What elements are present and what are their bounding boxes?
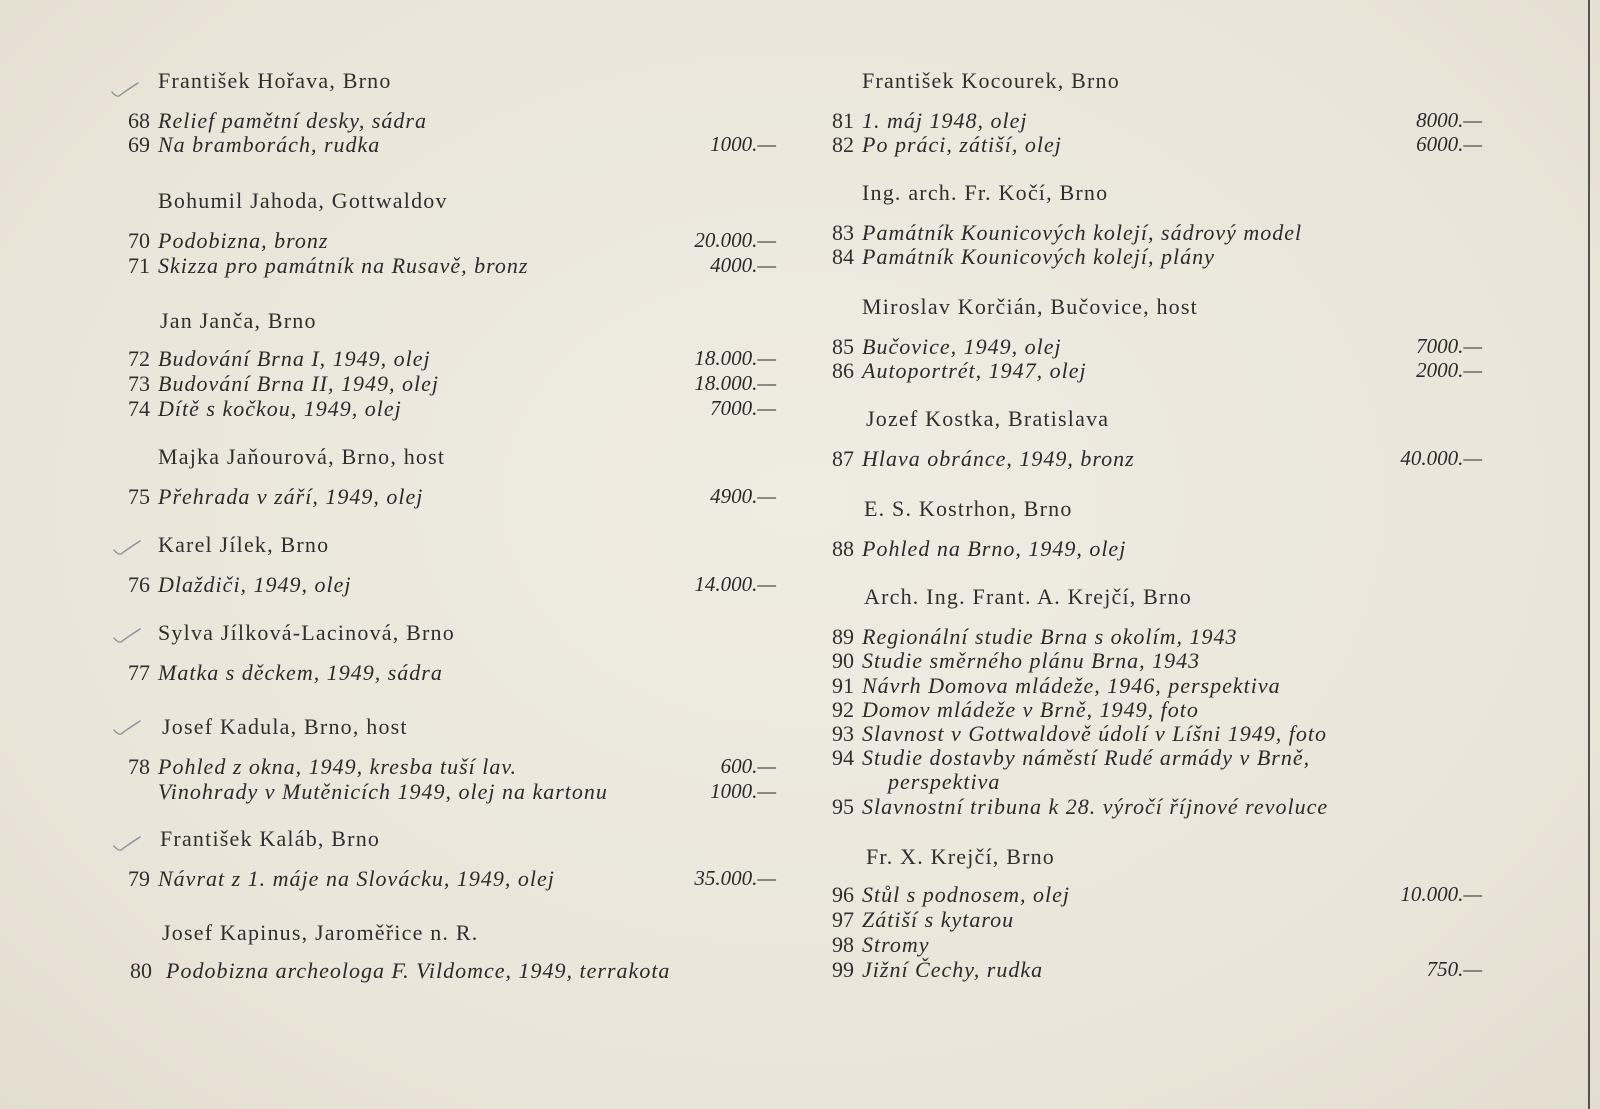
entry-number: 92: [832, 697, 854, 722]
artist-name: Majka Jaňourová, Brno, host: [158, 444, 446, 469]
entry-title: Památník Kounicových kolejí, plány: [862, 244, 1215, 269]
entry-title: Slavnostní tribuna k 28. výročí říjnové revoluce: [862, 794, 1329, 819]
artist-name: Ing. arch. Fr. Kočí, Brno: [862, 180, 1109, 205]
entry-title: Studie dostavby náměstí Rudé armády v Brně,: [862, 745, 1311, 770]
artist-name: František Kaláb, Brno: [160, 826, 381, 851]
entry-number: 99: [832, 957, 854, 982]
entry-number: 81: [832, 108, 854, 133]
entry-title: perspektiva: [888, 769, 1001, 794]
checkmark-icon: [112, 626, 142, 646]
entry-title: Relief pamětní desky, sádra: [158, 108, 427, 133]
artist-name: Fr. X. Krejčí, Brno: [866, 844, 1056, 869]
artist-name: Sylva Jílková-Lacinová, Brno: [158, 620, 455, 645]
artist-name: E. S. Kostrhon, Brno: [864, 496, 1073, 521]
entry-title: Návrh Domova mládeže, 1946, perspektiva: [862, 673, 1281, 698]
checkmark-icon: [112, 538, 142, 558]
entry-price: 7000.—: [710, 396, 776, 420]
entry-title: Autoportrét, 1947, olej: [862, 358, 1087, 383]
entry-price: 600.—: [720, 754, 776, 778]
entry-price: 14.000.—: [694, 572, 776, 596]
entry-title: 1. máj 1948, olej: [862, 108, 1028, 133]
entry-title: Budování Brna II, 1949, olej: [158, 371, 439, 396]
entry-price: 18.000.—: [694, 346, 776, 370]
entry-title: Slavnost v Gottwaldově údolí v Líšni 1949, foto: [862, 721, 1327, 746]
entry-number: 97: [832, 907, 854, 932]
entry-number: 72: [128, 346, 150, 371]
entry-title: Pohled z okna, 1949, kresba tuší lav.: [158, 754, 518, 779]
entry-number: 93: [832, 721, 854, 746]
entry-price: 1000.—: [710, 132, 776, 156]
entry-price: 40.000.—: [1400, 446, 1482, 470]
entry-number: 77: [128, 660, 150, 685]
entry-number: 95: [832, 794, 854, 819]
entry-price: 6000.—: [1416, 132, 1482, 156]
entry-title: Hlava obránce, 1949, bronz: [862, 446, 1135, 471]
entry-title: Skizza pro památník na Rusavě, bronz: [158, 253, 529, 278]
entry-number: 78: [128, 754, 150, 779]
entry-number: 84: [832, 244, 854, 269]
page-edge-divider: [1588, 0, 1590, 1109]
artist-name: Josef Kapinus, Jaroměřice n. R.: [162, 920, 479, 945]
entry-title: Regionální studie Brna s okolím, 1943: [862, 624, 1238, 649]
artist-name: Arch. Ing. Frant. A. Krejčí, Brno: [864, 584, 1192, 609]
entry-title: Po práci, zátiší, olej: [862, 132, 1062, 157]
entry-number: 87: [832, 446, 854, 471]
entry-title: Bučovice, 1949, olej: [862, 334, 1062, 359]
entry-number: 96: [832, 882, 854, 907]
entry-title: Dítě s kočkou, 1949, olej: [158, 396, 402, 421]
entry-price: 1000.—: [710, 779, 776, 803]
entry-number: 98: [832, 932, 854, 957]
artist-name: Miroslav Korčián, Bučovice, host: [862, 294, 1198, 319]
entry-price: 20.000.—: [694, 228, 776, 252]
entry-number: 86: [832, 358, 854, 383]
entry-title: Zátiší s kytarou: [862, 907, 1015, 932]
entry-title: Domov mládeže v Brně, 1949, foto: [862, 697, 1199, 722]
entry-number: 83: [832, 220, 854, 245]
entry-number: 88: [832, 536, 854, 561]
entry-number: 76: [128, 572, 150, 597]
entry-title: Stromy: [862, 932, 930, 957]
entry-title: Přehrada v září, 1949, olej: [158, 484, 424, 509]
entry-price: 4000.—: [710, 253, 776, 277]
entry-price: 35.000.—: [694, 866, 776, 890]
entry-price: 4900.—: [710, 484, 776, 508]
entry-title: Podobizna archeologa F. Vildomce, 1949, terrakota: [166, 958, 671, 983]
entry-number: 74: [128, 396, 150, 421]
entry-title: Podobizna, bronz: [158, 228, 329, 253]
checkmark-icon: [112, 834, 142, 854]
entry-price: 8000.—: [1416, 108, 1482, 132]
entry-title: Stůl s podnosem, olej: [862, 882, 1070, 907]
artist-name: František Hořava, Brno: [158, 68, 392, 93]
artist-name: Josef Kadula, Brno, host: [162, 714, 408, 739]
entry-title: Pohled na Brno, 1949, olej: [862, 536, 1127, 561]
artist-name: Bohumil Jahoda, Gottwaldov: [158, 188, 448, 213]
entry-number: 94: [832, 745, 854, 770]
entry-title: Vinohrady v Mutěnicích 1949, olej na kartonu: [158, 779, 608, 804]
entry-price: 750.—: [1426, 957, 1482, 981]
entry-title: Na bramborách, rudka: [158, 132, 381, 157]
entry-number: 80: [130, 958, 152, 983]
artist-name: Karel Jílek, Brno: [158, 532, 330, 557]
entry-number: 90: [832, 648, 854, 673]
entry-price: 7000.—: [1416, 334, 1482, 358]
checkmark-icon: [112, 718, 142, 738]
entry-title: Památník Kounicových kolejí, sádrový model: [862, 220, 1303, 245]
entry-number: 71: [128, 253, 150, 278]
entry-number: 69: [128, 132, 150, 157]
entry-price: 10.000.—: [1400, 882, 1482, 906]
entry-number: 79: [128, 866, 150, 891]
checkmark-icon: [110, 80, 140, 100]
entry-price: 2000.—: [1416, 358, 1482, 382]
artist-name: František Kocourek, Brno: [862, 68, 1120, 93]
entry-number: 91: [832, 673, 854, 698]
entry-title: Dlaždiči, 1949, olej: [158, 572, 352, 597]
entry-number: 75: [128, 484, 150, 509]
artist-name: Jozef Kostka, Bratislava: [866, 406, 1110, 431]
entry-number: 73: [128, 371, 150, 396]
entry-title: Studie směrného plánu Brna, 1943: [862, 648, 1201, 673]
entry-number: 89: [832, 624, 854, 649]
entry-number: 82: [832, 132, 854, 157]
entry-number: 70: [128, 228, 150, 253]
entry-number: 85: [832, 334, 854, 359]
entry-number: 68: [128, 108, 150, 133]
entry-title: Matka s děckem, 1949, sádra: [158, 660, 443, 685]
entry-title: Jižní Čechy, rudka: [862, 957, 1044, 982]
entry-title: Návrat z 1. máje na Slovácku, 1949, olej: [158, 866, 555, 891]
artist-name: Jan Janča, Brno: [160, 308, 317, 333]
entry-price: 18.000.—: [694, 371, 776, 395]
entry-title: Budování Brna I, 1949, olej: [158, 346, 431, 371]
